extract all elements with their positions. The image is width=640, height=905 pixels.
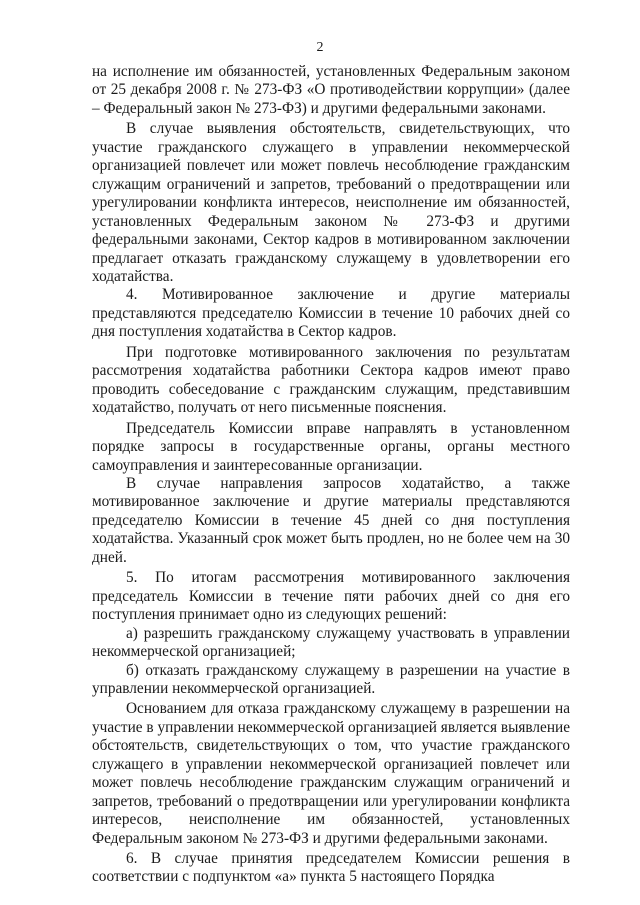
- paragraph-item-6: 6. В случае принятия председателем Комиссии решения в соответствии с подпунктом «а» пункта 5 настоящего Порядка: [92, 850, 570, 886]
- paragraph-deadline-45-days: В случае направления запросов ходатайство, а также мотивированное заключение и другие материалы представляются председателю Комиссии в течение 45 дней со дня поступления ходатайства. Указанный срок может быть продлен, но не более чем на 30 дней.: [92, 474, 570, 566]
- paragraph-requests: Председатель Комиссии вправе направлять в установленном порядке запросы в государственные органы, органы местного самоуправления и заинтересованные организации.: [92, 419, 570, 474]
- paragraph-item-5: 5. По итогам рассмотрения мотивированного заключения председатель Комиссии в течение пяти рабочих дней со дня его поступления принимает одно из следующих решений:: [92, 569, 570, 624]
- paragraph-interview-right: При подготовке мотивированного заключения по результатам рассмотрения ходатайства работники Сектора кадров имеют право проводить собеседование с гражданским служащим, представившим ходатайство, получать от него письменные пояснения.: [92, 343, 570, 417]
- paragraph-continuation-law-reference: на исполнение им обязанностей, установленных Федеральным законом от 25 декабря 2008 г. № 273-ФЗ «О противодействии коррупции» (далее – Федеральный закон № 273-ФЗ) и другими федеральными законами.: [92, 63, 570, 117]
- page-number: 2: [316, 40, 324, 55]
- paragraph-refusal-grounds: В случае выявления обстоятельств, свидетельствующих, что участие гражданского служащего в управлении некоммерческой организацией повлечет или может повлечь несоблюдение гражданским служащим ограничений и запретов, требований о предотвращении или урегулировании конфликта интересов, неисполнение им обязанностей, установленных Федеральным законом № 273-ФЗ и другими федеральными законами, Сектор кадров в мотивированном заключении предлагает отказать гражданскому служащему в удовлетворении его ходатайства.: [92, 120, 570, 285]
- paragraph-item-4: 4. Мотивированное заключение и другие материалы представляются председателю Комиссии в течение 10 рабочих дней со дня поступления ходатайства в Сектор кадров.: [92, 286, 570, 341]
- paragraph-option-a: а) разрешить гражданскому служащему участвовать в управлении некоммерческой организацией;: [92, 624, 570, 661]
- paragraph-option-b: б) отказать гражданскому служащему в разрешении на участие в управлении некоммерческой организацией.: [92, 661, 570, 697]
- document-body: [92, 63, 570, 887]
- paragraph-refusal-basis: Основанием для отказа гражданскому служащему в разрешении на участие в управлении некоммерческой организацией является выявление обстоятельств, свидетельствующих о том, что участие гражданского служащего в управлении некоммерческой организацией повлечет или может повлечь несоблюдение гражданским служащим ограничений и запретов, требований о предотвращении или урегулировании конфликта интересов, неисполнение им обязанностей, установленных Федеральным законом № 273-ФЗ и другими федеральными законами.: [92, 700, 570, 847]
